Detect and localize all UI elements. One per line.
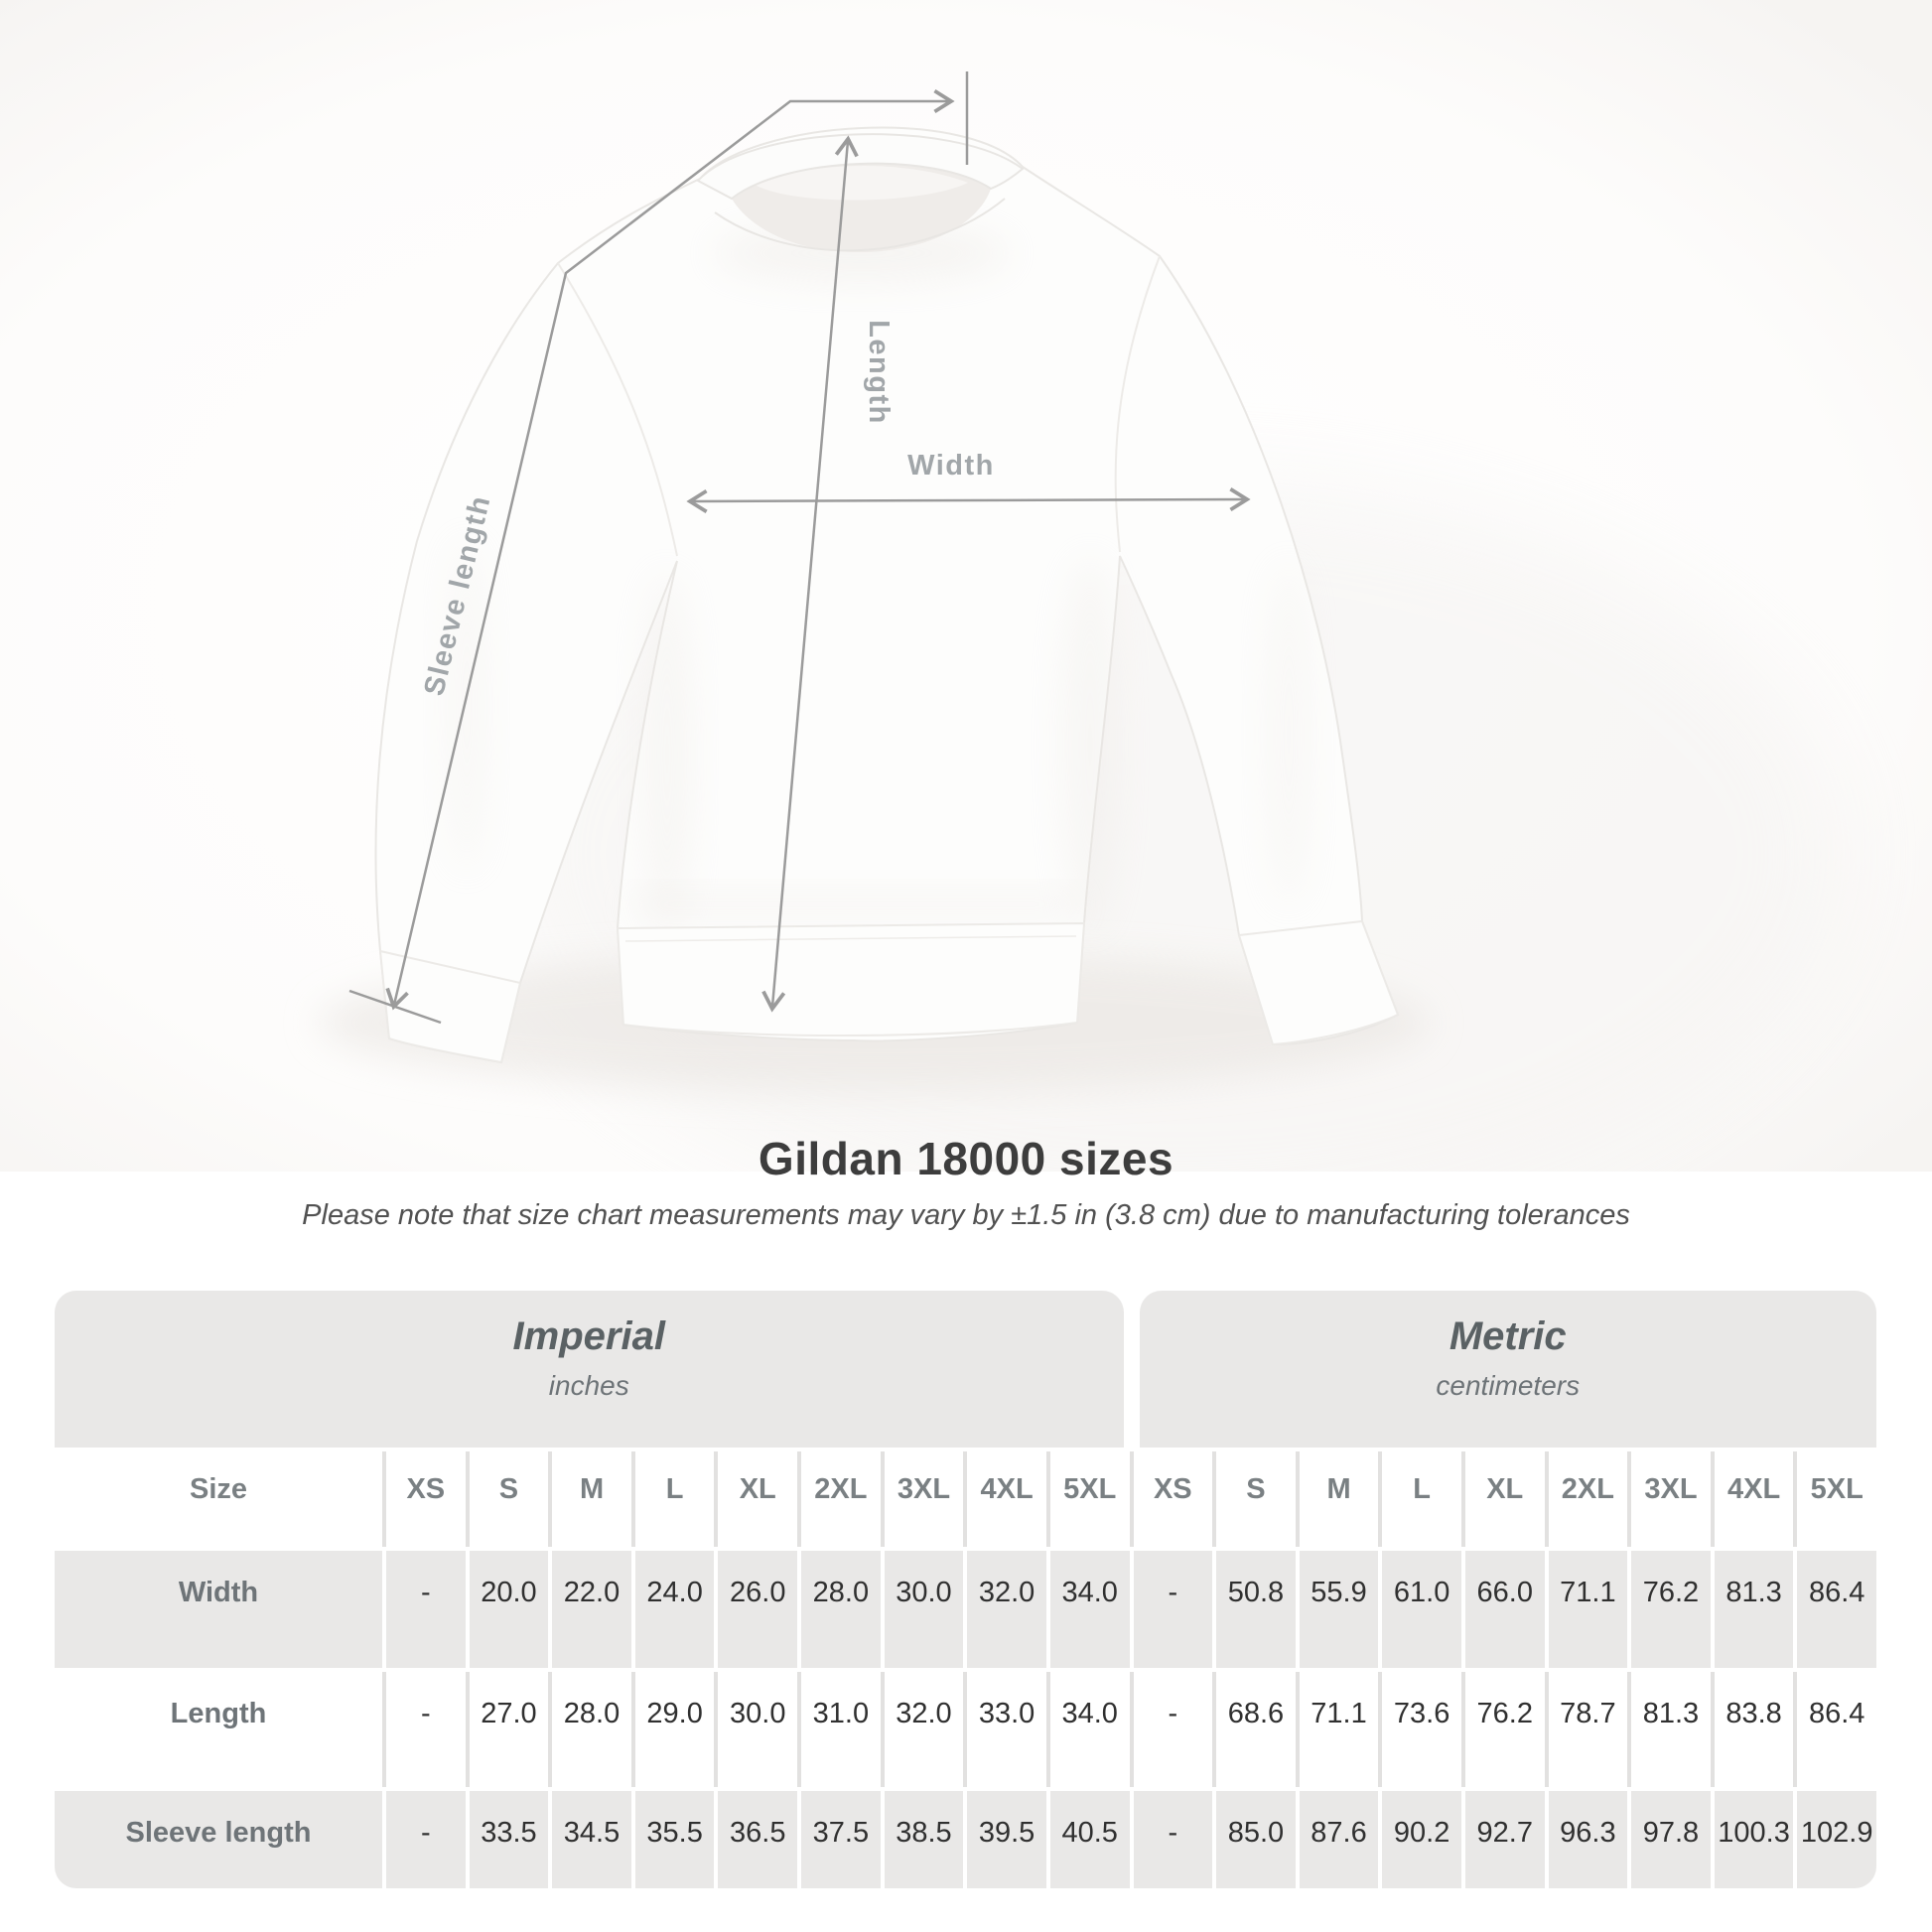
size-col-header: M <box>1300 1451 1379 1547</box>
width-label: Width <box>907 450 995 482</box>
row-label: Sleeve length <box>55 1791 382 1888</box>
size-col-header: XL <box>1465 1451 1545 1547</box>
value-cell: 90.2 <box>1382 1791 1461 1888</box>
value-cell: 37.5 <box>801 1791 881 1888</box>
value-cell: 22.0 <box>552 1551 631 1668</box>
tolerance-note: Please note that size chart measurements may vary by ±1.5 in (3.8 cm) due to manufacturing tolerances <box>302 1199 1630 1231</box>
value-cell: 85.0 <box>1216 1791 1296 1888</box>
value-cell: 32.0 <box>967 1551 1046 1668</box>
value-cell: 102.9 <box>1797 1791 1876 1888</box>
size-col-header: 4XL <box>1715 1451 1794 1547</box>
value-cell: 81.3 <box>1631 1672 1711 1787</box>
value-cell: - <box>386 1551 466 1668</box>
row-label: Width <box>55 1551 382 1668</box>
value-cell: 81.3 <box>1715 1551 1794 1668</box>
value-cell: 30.0 <box>885 1551 964 1668</box>
size-col-header: 5XL <box>1797 1451 1876 1547</box>
length-label: Length <box>863 320 895 425</box>
metric-header <box>1140 1291 1877 1448</box>
size-col-header: XS <box>386 1451 466 1547</box>
value-cell: 28.0 <box>552 1672 631 1787</box>
imperial-unit: inches <box>548 1370 629 1401</box>
value-cell: 61.0 <box>1382 1551 1461 1668</box>
value-cell: - <box>1134 1551 1213 1668</box>
value-cell: 30.0 <box>718 1672 797 1787</box>
row-label: Length <box>55 1672 382 1787</box>
value-cell: 32.0 <box>885 1672 964 1787</box>
value-cell: 76.2 <box>1631 1551 1711 1668</box>
value-cell: 31.0 <box>801 1672 881 1787</box>
metric-title: Metric <box>1449 1314 1567 1358</box>
size-col-header: 5XL <box>1050 1451 1130 1547</box>
value-cell: 92.7 <box>1465 1791 1545 1888</box>
value-cell: 39.5 <box>967 1791 1046 1888</box>
value-cell: 83.8 <box>1715 1672 1794 1787</box>
value-cell: - <box>1134 1672 1213 1787</box>
imperial-header <box>55 1291 1124 1448</box>
size-col-header: 4XL <box>967 1451 1046 1547</box>
value-cell: 66.0 <box>1465 1551 1545 1668</box>
size-col-header: M <box>552 1451 631 1547</box>
size-col-header: S <box>1216 1451 1296 1547</box>
value-cell: 87.6 <box>1300 1791 1379 1888</box>
value-cell: 96.3 <box>1549 1791 1628 1888</box>
value-cell: 34.0 <box>1050 1551 1130 1668</box>
value-cell: 29.0 <box>635 1672 715 1787</box>
size-col-header: 2XL <box>1549 1451 1628 1547</box>
sleeve-length-label: Sleeve length <box>418 491 497 699</box>
size-col-header: XS <box>1134 1451 1213 1547</box>
value-cell: 33.0 <box>967 1672 1046 1787</box>
size-col-header: L <box>1382 1451 1461 1547</box>
value-cell: 50.8 <box>1216 1551 1296 1668</box>
value-cell: 24.0 <box>635 1551 715 1668</box>
page-title: Gildan 18000 sizes <box>758 1133 1174 1184</box>
value-cell: 27.0 <box>470 1672 549 1787</box>
value-cell: - <box>1134 1791 1213 1888</box>
metric-unit: centimeters <box>1436 1370 1581 1401</box>
imperial-title: Imperial <box>512 1314 665 1358</box>
value-cell: 38.5 <box>885 1791 964 1888</box>
value-cell: 78.7 <box>1549 1672 1628 1787</box>
value-cell: 35.5 <box>635 1791 715 1888</box>
size-col-header: XL <box>718 1451 797 1547</box>
size-col-header: 3XL <box>1631 1451 1711 1547</box>
value-cell: 55.9 <box>1300 1551 1379 1668</box>
value-cell: 68.6 <box>1216 1672 1296 1787</box>
value-cell: 40.5 <box>1050 1791 1130 1888</box>
value-cell: 76.2 <box>1465 1672 1545 1787</box>
value-cell: 36.5 <box>718 1791 797 1888</box>
size-col-header: S <box>470 1451 549 1547</box>
size-col-header: 3XL <box>885 1451 964 1547</box>
value-cell: 20.0 <box>470 1551 549 1668</box>
value-cell: 71.1 <box>1300 1672 1379 1787</box>
value-cell: 34.0 <box>1050 1672 1130 1787</box>
size-col-header: L <box>635 1451 715 1547</box>
value-cell: 73.6 <box>1382 1672 1461 1787</box>
size-col-header: 2XL <box>801 1451 881 1547</box>
value-cell: 100.3 <box>1715 1791 1794 1888</box>
value-cell: 71.1 <box>1549 1551 1628 1668</box>
value-cell: 34.5 <box>552 1791 631 1888</box>
value-cell: 33.5 <box>470 1791 549 1888</box>
value-cell: 86.4 <box>1797 1672 1876 1787</box>
value-cell: 86.4 <box>1797 1551 1876 1668</box>
size-table <box>55 1291 1876 1888</box>
value-cell: 28.0 <box>801 1551 881 1668</box>
value-cell: - <box>386 1791 466 1888</box>
value-cell: 97.8 <box>1631 1791 1711 1888</box>
value-cell: 26.0 <box>718 1551 797 1668</box>
size-corner-label: Size <box>55 1451 382 1547</box>
value-cell: - <box>386 1672 466 1787</box>
